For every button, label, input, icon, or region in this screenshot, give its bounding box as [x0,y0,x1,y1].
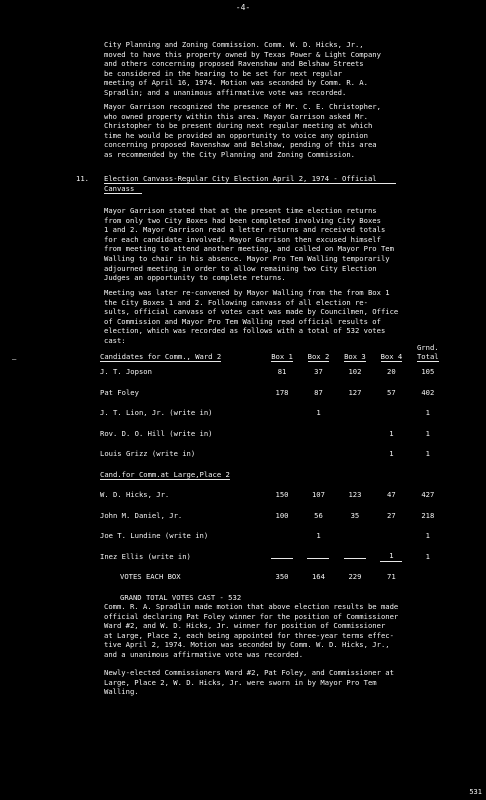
total-count: 105 [421,367,435,377]
paragraph-election-status: Mayor Garrison stated that at the present time election returns from only two City Boxes had been completed involving City Boxes 1 and 2. Mayor Garrison read a letter returns and received totals for each candidate involved. Mayor Garrison then excused himself from meeting to attend another meeting, and called on Mayor Pro Tem Walling to chair in his absence. Mayor Pro Tem Walling temporarily adjourned meeting in order to allow remaining two City Election Judges an opportunity to complete returns. [104,206,394,283]
box1-count: 178 [275,387,289,397]
candidate-name: J. T. Jopson [100,367,152,377]
box2-count: 1 [316,408,321,418]
total-count: 1 [425,531,430,541]
box2-count: 1 [316,531,321,541]
item-title: Election Canvass-Regular City Election April 2, 1974 - Official Canvass [104,174,377,193]
margin-mark: – [12,354,17,363]
paragraph-canvass: Meeting was later re-convened by Mayor Walling from the from Box 1 the City Boxes 1 and 2. Following canvass of all election re- sults, official canvass of votes cast was made by Councilmen, Office of Commission and Mayor Pro Tem Walling read official results of election, which was recorded as follows with a total of 532 votes cast: [104,288,399,345]
box1-count: 150 [275,490,289,500]
box3-count [337,526,373,547]
header-box4: Box 4 [380,352,403,362]
total-count: 1 [425,428,430,438]
box2-count: 87 [314,387,323,397]
item-number: 11. [76,174,89,183]
total-count: 1 [425,551,430,561]
box3-count [337,403,373,424]
table-row [100,485,446,506]
table-row [100,362,446,383]
box1-count [264,403,300,424]
box2-count: 37 [314,367,323,377]
corner-mark: 531 [469,788,482,797]
box2-count [300,424,336,445]
box4-count: 1 [380,551,402,562]
box3-count [344,558,366,559]
table-row [100,526,446,547]
box2-total: 164 [311,572,325,582]
box3-total: 229 [348,572,362,582]
table-row [100,547,446,568]
box1-count [264,526,300,547]
candidate-name: Pat Foley [100,387,139,397]
total-count: 218 [421,510,435,520]
table-row [100,424,446,445]
candidate-name: Rov. D. O. Hill (write in) [100,428,213,438]
paragraph-planning-motion: City Planning and Zoning Commission. Comm. W. D. Hicks, Jr., moved to have this property owned by Texas Power & Light Company and others concerning proposed Ravenshaw and Belshaw Streets be considered in the hearing to be set for next regular meeting of April 16, 1974. Motion was seconded by Comm. R. A. Spradlin; and a unanimous affirmative vote was recorded. [104,40,381,97]
box1-count: 81 [277,367,287,377]
box4-count [373,526,409,547]
table-row [100,444,446,465]
paragraph-official-motion: Comm. R. A. Spradlin made motion that above election results be made official declaring Pat Foley winner for the position of Commissioner Ward #2, and W. D. Hicks, Jr. winner for position of Commissioner at Large, Place 2, each being appointed for three-year terms effec- tive April 2, 1974. Motion was seconded by Comm. W. D. Hicks, Jr., and a unanimous affirmative vote was recorded. [104,602,399,659]
box4-count: 47 [387,490,396,500]
box1-count: 100 [275,510,289,520]
grand-total-votes: GRAND TOTAL VOTES CAST - 532 [120,592,242,602]
table-row [100,383,446,404]
page-number: -4- [235,3,251,12]
header-box3: Box 3 [344,352,366,362]
box3-count: 123 [348,490,362,500]
total-count: 402 [421,387,435,397]
candidate-name: W. D. Hicks, Jr. [100,490,170,500]
box1-count [271,558,293,559]
header-candidates-at-large: Cand.for Comm.at Large,Place 2 [100,469,230,479]
candidate-name: J. T. Lion, Jr. (write in) [100,408,213,418]
item-title-underline [104,193,142,194]
box3-count: 127 [348,387,362,397]
box1-count [264,424,300,445]
header-box2: Box 2 [307,352,330,362]
box4-count: 20 [387,367,396,377]
header-grand: Grnd. [416,342,439,352]
paragraph-sworn-in: Newly-elected Commissioners Ward #2, Pat Foley, and Commissioner at Large, Place 2, W. D. Hicks, Jr. were sworn in by Mayor Pro Tem Walling. [104,668,394,697]
box4-count: 27 [387,510,396,520]
votes-each-box-label: VOTES EACH BOX [120,572,181,582]
subheader-row [100,465,446,486]
box1-total: 350 [275,572,289,582]
candidate-name: Joe T. Lundine (write in) [100,531,209,541]
election-results-table [100,340,446,608]
header-candidates-ward2: Candidates for Comm., Ward 2 [100,352,222,362]
item-title-underline-first [104,183,396,184]
box2-count: 56 [314,510,323,520]
table-row [100,506,446,527]
box4-count: 1 [389,428,394,438]
candidate-name: Inez Ellis (write in) [100,551,191,561]
box1-count [264,444,300,465]
box4-count [373,403,409,424]
votes-each-box-row [100,567,446,588]
total-count: 1 [425,449,430,459]
box4-count: 1 [389,449,394,459]
box3-count: 102 [348,367,362,377]
box2-count [307,558,329,559]
header-total: Total [416,352,439,362]
table-row [100,403,446,424]
paragraph-christopher: Mayor Garrison recognized the presence of Mr. C. E. Christopher, who owned property within this area. Mayor Garrison asked Mr. Christopher to be present during next regular meeting at which time he would be provided an opportunity to voice any opinion concerning proposed Ravenshaw and Belshaw, pending of this area as recommended by the City Planning and Zoning Commission. [104,102,381,159]
box3-count: 35 [350,510,360,520]
candidate-name: Louis Grizz (write in) [100,449,196,459]
box3-count [337,444,373,465]
box4-count: 57 [387,387,396,397]
box4-total: 71 [387,572,396,582]
box2-count: 107 [311,490,325,500]
total-count: 1 [425,408,430,418]
box2-count [300,444,336,465]
box3-count [337,424,373,445]
total-count: 427 [421,490,435,500]
header-box1: Box 1 [271,352,293,362]
table-header-row [100,340,446,362]
candidate-name: John M. Daniel, Jr. [100,510,183,520]
